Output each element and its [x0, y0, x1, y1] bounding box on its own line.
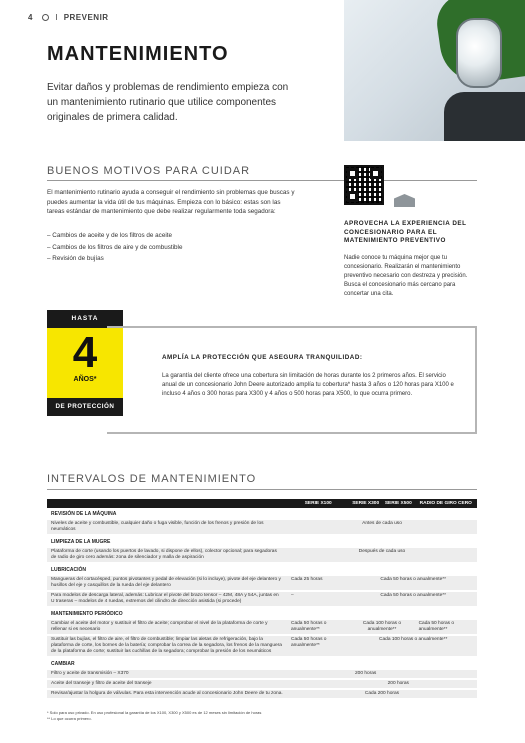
- interval-cell: Cada 50 horas o anualmente**: [287, 635, 349, 657]
- table-section-row: [47, 563, 477, 575]
- table-row: [47, 635, 477, 657]
- table-row: [47, 689, 477, 699]
- column-header: SERIE X500: [382, 499, 415, 508]
- interval-cell: Cada 50 horas o anualmente**: [287, 619, 349, 635]
- interval-cell: [349, 679, 382, 689]
- table-section-row: [47, 535, 477, 547]
- callout-text: La garantía del cliente ofrece una cobertura sin limitación de horas durante los 2 primeros años. El servicio anual de un concesionario John Deere autorizado amplía tu cobertura* hasta 3 años o 120 horas para X100 e incluso 4 años o 300 horas para X300 y 4 años o 500 horas para X500, lo que ocurra primero.: [162, 373, 454, 397]
- section-label: LIMPIEZA DE LA MUGRE: [47, 535, 477, 547]
- qr-corner: [347, 168, 358, 179]
- table-row: [47, 575, 477, 591]
- task-cell: Filtro y aceite de transmisión – X370: [47, 669, 287, 679]
- column-header: [47, 499, 287, 508]
- section-label: CAMBIAR: [47, 657, 477, 669]
- column-header: SERIE X300: [349, 499, 382, 508]
- interval-cell: Cada 100 horas o anualmente**: [349, 635, 477, 657]
- motives-intro: El mantenimiento rutinario ayuda a conseguir el rendimiento sin problemas que buscas y puedes aumentar la vida útil de tus máquinas. Empieza con lo básico: estas son las tareas estándar de mantenimiento que debe realizar regularmente toda segadora:: [47, 189, 295, 215]
- task-cell: Revisar/ajustar la holgura de válvulas. Para esta intervención acude al concesionario John Deere de tu zona.: [47, 689, 287, 699]
- table-section-row: [47, 508, 477, 519]
- badge-number: 4: [72, 328, 98, 377]
- task-cell: Mangueras del cortacésped, puntos pivotantes y pedal de elevación (si lo incluye), pivote del eje delantero y husillos del eje y casquillos de la rueda del eje delantero: [47, 575, 287, 591]
- interval-cell: Después de cada uso: [287, 547, 477, 563]
- qr-code[interactable]: [344, 165, 384, 205]
- divider: [47, 489, 477, 490]
- interval-cell: Cada 50 horas o anualmente**: [349, 591, 477, 607]
- column-header: SERIE X100: [287, 499, 349, 508]
- table-header-row: [47, 499, 477, 508]
- table-row: [47, 519, 477, 535]
- column-header: RADIO DE GIRO CERO: [415, 499, 477, 508]
- badge-unit: AÑOS*: [73, 376, 97, 383]
- task-cell: Niveles de aceite y combustible, cualquier daño o fuga visible, función de los frenos y presión de los neumáticos: [47, 519, 287, 535]
- interval-cell: Cada 50 horas o anualmente**: [415, 619, 477, 635]
- lead-paragraph: Evitar daños y problemas de rendimiento empieza con un mantenimiento rutinario que utilice componentes originales de primera calidad.: [47, 82, 289, 123]
- task-cell: Cambiar el aceite del motor y sustituir el filtro de aceite; comprobar el nivel de la plataforma de corte y rellenar si es necesario: [47, 619, 287, 635]
- badge-top-label: HASTA: [47, 310, 123, 328]
- task-cell: Para modelos de descarga lateral, además: Lubricar el pivote del brazo tensor – 42M, 48A y 54A, juntas en U traseras – modelos de 4 ruedas, extremos del cilindro de dirección asistida (si procede): [47, 591, 287, 607]
- sidebar-heading: APROVECHA LA EXPERIENCIA DEL CONCESIONARIO PARA EL MATENIMIENTO PREVENTIVO: [344, 220, 467, 244]
- task-cell: Plataforma de corte (usando los puertos de lavado, si dispone de ellos), colector opcional; para segadoras de radio de giro cero además: zona de silenciador y malla de aspiración: [47, 547, 287, 563]
- interval-cell: [287, 679, 349, 689]
- table-section-row: [47, 657, 477, 669]
- interval-cell: [382, 669, 415, 679]
- interval-cell: Cada 50 horas o anualmente**: [349, 575, 477, 591]
- interval-cell: Antes de cada uso: [287, 519, 477, 535]
- interval-cell: Cada 100 horas o anualmente**: [349, 619, 414, 635]
- page-header: [28, 13, 109, 22]
- section-name: PREVENIR: [63, 13, 109, 22]
- circle-icon: [42, 14, 49, 21]
- badge-bottom-label: DE PROTECCIÓN: [47, 398, 123, 416]
- callout-heading: AMPLÍA LA PROTECCIÓN QUE ASEGURA TRANQUILIDAD:: [162, 354, 363, 361]
- table-row: [47, 669, 477, 679]
- interval-cell: Cada 200 horas: [287, 689, 477, 699]
- motives-heading: BUENOS MOTIVOS PARA CUIDAR: [47, 165, 251, 177]
- list-item: – Revisión de bujías: [47, 253, 297, 265]
- interval-cell: 200 horas: [349, 669, 382, 679]
- interval-cell: [415, 669, 477, 679]
- hero-image-mower-headlight: [344, 0, 525, 141]
- footnote: ** Lo que ocurra primero.: [47, 716, 92, 721]
- mower-bumper-shape: [444, 92, 525, 141]
- table-row: [47, 591, 477, 607]
- list-item: – Cambios de aceite y de los filtros de aceite: [47, 230, 297, 242]
- page-title: MANTENIMIENTO: [47, 43, 229, 65]
- section-label: REVISIÓN DE LA MÁQUINA: [47, 508, 477, 519]
- task-cell: Sustituir las bujías, el filtro de aire, el filtro de combustible; limpiar las aletas de refrigeración, bajo la plataforma de corte, los bornes de la batería; comprobar la correa de la segadora, los frenos de la manguera de la plataforma de corte; sustituir las cuchillas de la segadora; comprobar la presión de los neumáticos: [47, 635, 287, 657]
- interval-cell: –: [287, 591, 349, 607]
- sidebar-text: Nadie conoce tu máquina mejor que tu concesionario. Realizarán el mantenimiento preventivo necesario con destreza y precisión. Busca el concesionario más cercano para concertar una cita.: [344, 255, 468, 297]
- intervals-heading: INTERVALOS DE MANTENIMIENTO: [47, 473, 257, 485]
- interval-cell: Cada 25 horas: [287, 575, 349, 591]
- page-number: 4: [28, 13, 33, 22]
- interval-cell: [287, 669, 349, 679]
- qr-corner: [370, 168, 381, 179]
- section-label: MANTENIMIENTO PERIÓDICO: [47, 607, 477, 619]
- headlight-shape: [456, 18, 502, 88]
- interval-cell: 200 horas: [382, 679, 415, 689]
- motives-list: [47, 230, 297, 265]
- task-cell: Aceite del transeje y filtro de aceite del transeje: [47, 679, 287, 689]
- table-row: [47, 619, 477, 635]
- list-item: – Cambios de los filtros de aire y de combustible: [47, 242, 297, 254]
- table-section-row: [47, 607, 477, 619]
- qr-corner: [347, 191, 358, 202]
- footnotes: [47, 710, 477, 722]
- header-separator: I: [55, 13, 58, 22]
- interval-cell: [415, 679, 477, 689]
- divider: [47, 180, 477, 181]
- section-label: LUBRICACIÓN: [47, 563, 477, 575]
- maintenance-table: [47, 499, 477, 700]
- table-row: [47, 679, 477, 689]
- dealer-building-icon: [394, 194, 415, 207]
- footnote: * Solo para uso privado. En uso profesional la garantía de los X100, X300 y X500 es de 12 meses sin limitación de horas: [47, 710, 262, 715]
- table-row: [47, 547, 477, 563]
